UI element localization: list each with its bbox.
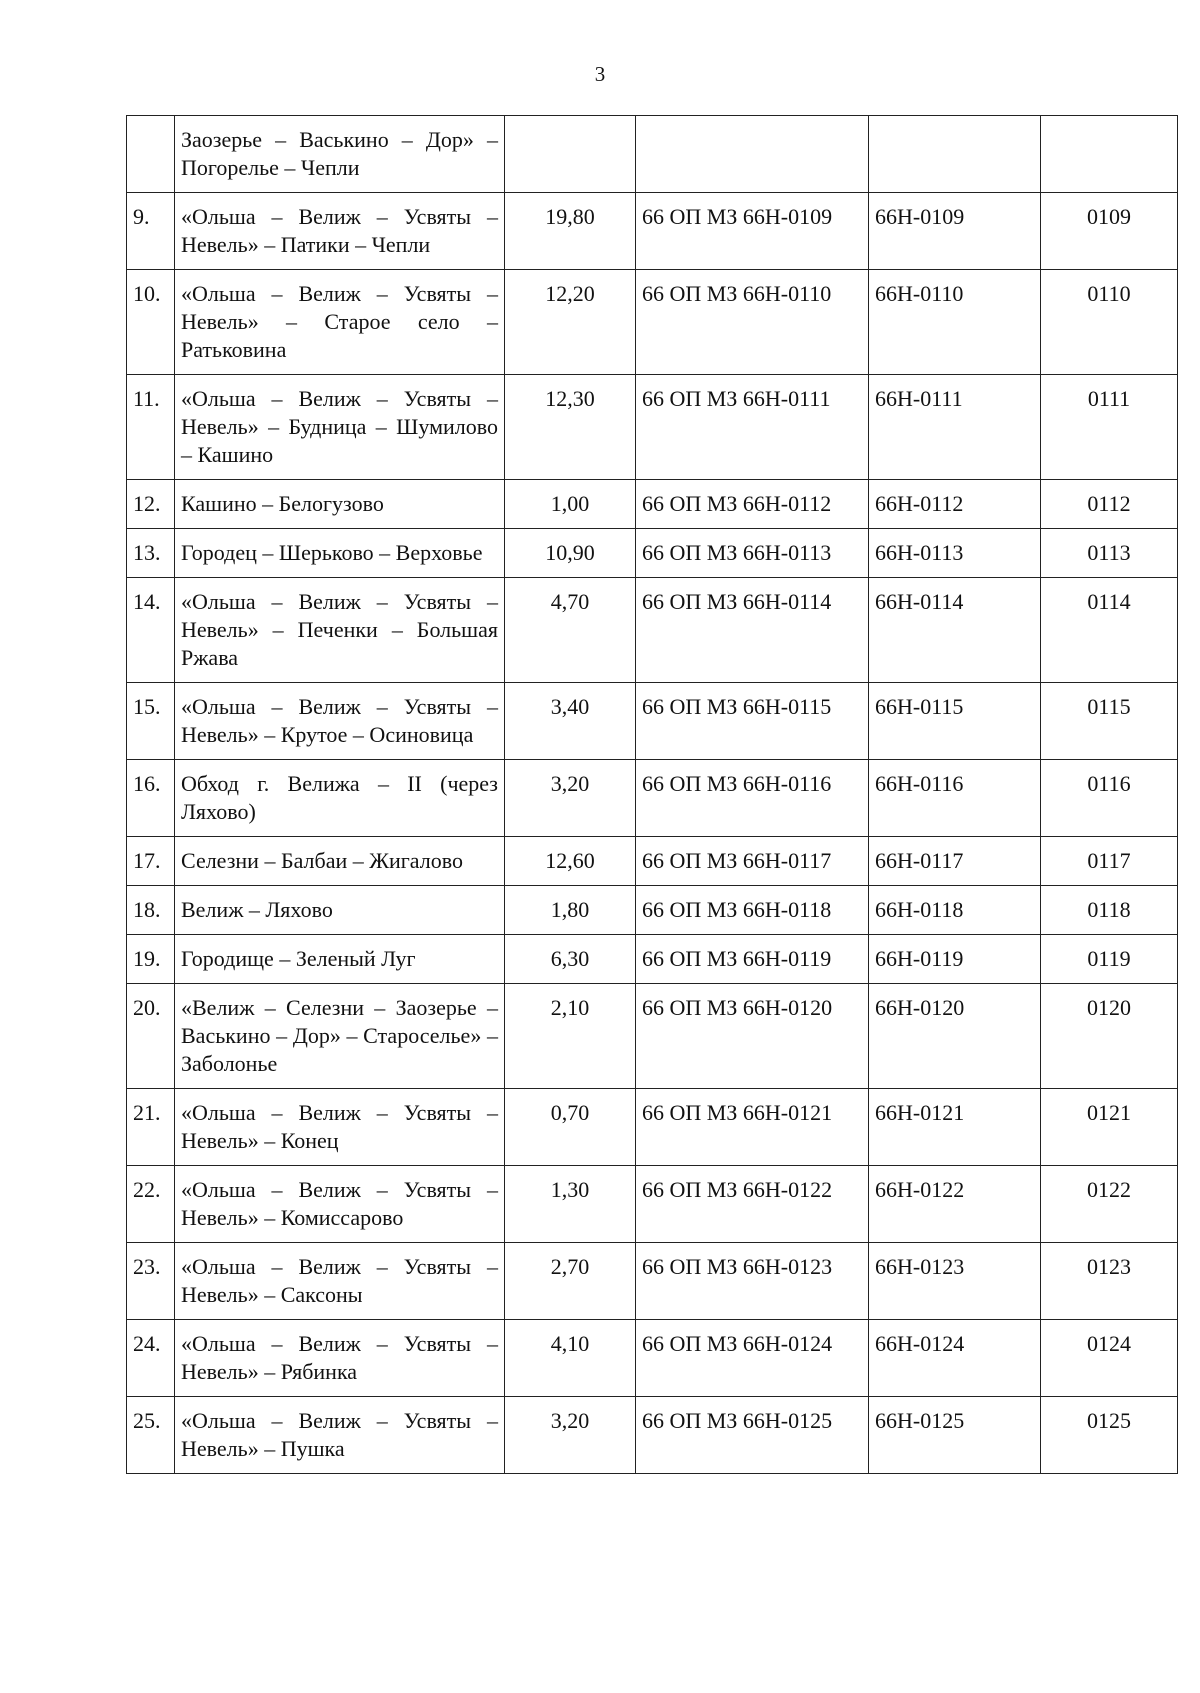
road-identifier: 66 ОП МЗ 66Н-0120	[636, 984, 869, 1089]
table-row	[127, 270, 1178, 375]
table-row	[127, 1089, 1178, 1166]
road-identifier: 66 ОП МЗ 66Н-0118	[636, 886, 869, 935]
road-short-code: 0110	[1041, 270, 1178, 375]
table-row	[127, 375, 1178, 480]
road-name: Кашино – Белогузово	[175, 480, 505, 529]
row-number: 19.	[127, 935, 175, 984]
road-length: 4,70	[505, 578, 636, 683]
road-code: 66Н-0119	[869, 935, 1041, 984]
road-identifier: 66 ОП МЗ 66Н-0122	[636, 1166, 869, 1243]
table-row	[127, 193, 1178, 270]
page-number: 3	[594, 62, 606, 86]
road-name: «Ольша – Велиж – Усвяты – Невель» – Рябинка	[175, 1320, 505, 1397]
road-identifier: 66 ОП МЗ 66Н-0123	[636, 1243, 869, 1320]
road-identifier: 66 ОП МЗ 66Н-0115	[636, 683, 869, 760]
road-name: «Ольша – Велиж – Усвяты – Невель» – Саксоны	[175, 1243, 505, 1320]
road-length: 10,90	[505, 529, 636, 578]
row-number: 22.	[127, 1166, 175, 1243]
road-identifier: 66 ОП МЗ 66Н-0116	[636, 760, 869, 837]
road-name: «Ольша – Велиж – Усвяты – Невель» – Конец	[175, 1089, 505, 1166]
table-row	[127, 1166, 1178, 1243]
road-code: 66Н-0118	[869, 886, 1041, 935]
road-identifier: 66 ОП МЗ 66Н-0111	[636, 375, 869, 480]
road-code: 66Н-0121	[869, 1089, 1041, 1166]
road-length: 12,60	[505, 837, 636, 886]
road-code: 66Н-0114	[869, 578, 1041, 683]
row-number: 10.	[127, 270, 175, 375]
road-identifier: 66 ОП МЗ 66Н-0119	[636, 935, 869, 984]
table-row	[127, 760, 1178, 837]
road-code: 66Н-0113	[869, 529, 1041, 578]
road-length: 0,70	[505, 1089, 636, 1166]
road-short-code: 0125	[1041, 1397, 1178, 1474]
road-name: «Ольша – Велиж – Усвяты – Невель» – Крутое – Осиновица	[175, 683, 505, 760]
road-short-code: 0123	[1041, 1243, 1178, 1320]
table-row	[127, 578, 1178, 683]
road-code: 66Н-0112	[869, 480, 1041, 529]
row-number: 25.	[127, 1397, 175, 1474]
road-code: 66Н-0116	[869, 760, 1041, 837]
road-length: 12,20	[505, 270, 636, 375]
road-length: 3,20	[505, 1397, 636, 1474]
road-identifier	[636, 116, 869, 193]
road-short-code: 0124	[1041, 1320, 1178, 1397]
road-code	[869, 116, 1041, 193]
road-short-code: 0121	[1041, 1089, 1178, 1166]
table-row	[127, 116, 1178, 193]
road-short-code: 0113	[1041, 529, 1178, 578]
row-number: 21.	[127, 1089, 175, 1166]
road-length: 6,30	[505, 935, 636, 984]
row-number: 16.	[127, 760, 175, 837]
road-identifier: 66 ОП МЗ 66Н-0114	[636, 578, 869, 683]
road-identifier: 66 ОП МЗ 66Н-0110	[636, 270, 869, 375]
row-number: 17.	[127, 837, 175, 886]
road-code: 66Н-0109	[869, 193, 1041, 270]
roads-table	[126, 115, 1178, 1474]
road-short-code: 0112	[1041, 480, 1178, 529]
row-number: 15.	[127, 683, 175, 760]
road-name: «Ольша – Велиж – Усвяты – Невель» – Комиссарово	[175, 1166, 505, 1243]
road-length: 3,40	[505, 683, 636, 760]
road-short-code: 0111	[1041, 375, 1178, 480]
road-short-code: 0115	[1041, 683, 1178, 760]
road-length: 2,10	[505, 984, 636, 1089]
road-length: 3,20	[505, 760, 636, 837]
road-name: «Велиж – Селезни – Заозерье – Васькино – Дор» – Староселье» – Заболонье	[175, 984, 505, 1089]
road-name: Велиж – Ляхово	[175, 886, 505, 935]
row-number: 13.	[127, 529, 175, 578]
road-code: 66Н-0125	[869, 1397, 1041, 1474]
roads-table-body	[127, 116, 1178, 1474]
table-row	[127, 480, 1178, 529]
road-short-code: 0122	[1041, 1166, 1178, 1243]
table-row	[127, 1243, 1178, 1320]
road-name: Городище – Зеленый Луг	[175, 935, 505, 984]
row-number	[127, 116, 175, 193]
table-row	[127, 935, 1178, 984]
road-short-code: 0114	[1041, 578, 1178, 683]
road-length: 2,70	[505, 1243, 636, 1320]
row-number: 11.	[127, 375, 175, 480]
road-code: 66Н-0110	[869, 270, 1041, 375]
table-row	[127, 886, 1178, 935]
row-number: 9.	[127, 193, 175, 270]
road-identifier: 66 ОП МЗ 66Н-0117	[636, 837, 869, 886]
row-number: 14.	[127, 578, 175, 683]
road-name: Городец – Шерьково – Верховье	[175, 529, 505, 578]
table-row	[127, 837, 1178, 886]
table-row	[127, 1397, 1178, 1474]
road-length: 12,30	[505, 375, 636, 480]
road-name: «Ольша – Велиж – Усвяты – Невель» – Будница – Шумилово – Кашино	[175, 375, 505, 480]
road-short-code: 0119	[1041, 935, 1178, 984]
road-code: 66Н-0117	[869, 837, 1041, 886]
road-code: 66Н-0123	[869, 1243, 1041, 1320]
row-number: 12.	[127, 480, 175, 529]
road-length: 1,00	[505, 480, 636, 529]
road-short-code: 0118	[1041, 886, 1178, 935]
road-code: 66Н-0120	[869, 984, 1041, 1089]
road-short-code	[1041, 116, 1178, 193]
road-code: 66Н-0124	[869, 1320, 1041, 1397]
row-number: 18.	[127, 886, 175, 935]
row-number: 23.	[127, 1243, 175, 1320]
road-code: 66Н-0122	[869, 1166, 1041, 1243]
road-length	[505, 116, 636, 193]
table-row	[127, 1320, 1178, 1397]
road-name: «Ольша – Велиж – Усвяты – Невель» – Патики – Чепли	[175, 193, 505, 270]
road-identifier: 66 ОП МЗ 66Н-0113	[636, 529, 869, 578]
road-length: 1,30	[505, 1166, 636, 1243]
road-length: 19,80	[505, 193, 636, 270]
table-row	[127, 984, 1178, 1089]
road-code: 66Н-0115	[869, 683, 1041, 760]
road-length: 1,80	[505, 886, 636, 935]
row-number: 24.	[127, 1320, 175, 1397]
table-row	[127, 529, 1178, 578]
road-name: Заозерье – Васькино – Дор» – Погорелье – Чепли	[175, 116, 505, 193]
road-name: «Ольша – Велиж – Усвяты – Невель» – Старое село – Ратьковина	[175, 270, 505, 375]
road-identifier: 66 ОП МЗ 66Н-0112	[636, 480, 869, 529]
road-name: Обход г. Велижа – II (через Ляхово)	[175, 760, 505, 837]
road-identifier: 66 ОП МЗ 66Н-0124	[636, 1320, 869, 1397]
table-row	[127, 683, 1178, 760]
road-short-code: 0120	[1041, 984, 1178, 1089]
road-name: «Ольша – Велиж – Усвяты – Невель» – Печенки – Большая Ржава	[175, 578, 505, 683]
row-number: 20.	[127, 984, 175, 1089]
road-length: 4,10	[505, 1320, 636, 1397]
road-name: Селезни – Балбаи – Жигалово	[175, 837, 505, 886]
road-short-code: 0109	[1041, 193, 1178, 270]
road-name: «Ольша – Велиж – Усвяты – Невель» – Пушка	[175, 1397, 505, 1474]
road-short-code: 0116	[1041, 760, 1178, 837]
road-code: 66Н-0111	[869, 375, 1041, 480]
road-short-code: 0117	[1041, 837, 1178, 886]
road-identifier: 66 ОП МЗ 66Н-0125	[636, 1397, 869, 1474]
road-identifier: 66 ОП МЗ 66Н-0121	[636, 1089, 869, 1166]
road-identifier: 66 ОП МЗ 66Н-0109	[636, 193, 869, 270]
